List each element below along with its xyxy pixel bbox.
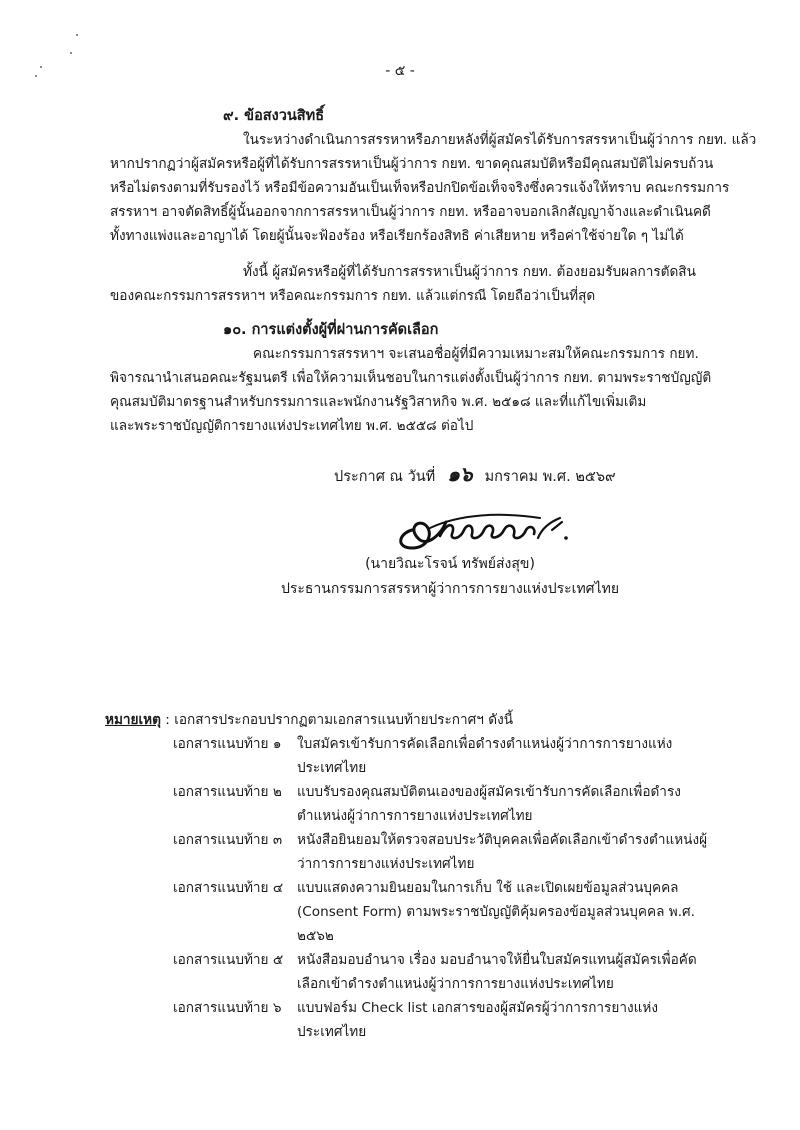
text-line: สรรหาฯ อาจตัดสิทธิ์ผู้นั้นออกจากการสรรหาเป็นผู้ว่าการ กยท. หรืออาจบอกเลิกสัญญาจ้างและดำเนินคดี	[110, 204, 711, 220]
section-9-paragraph-2	[110, 260, 710, 308]
text-line: พิจารณานำเสนอคณะรัฐมนตรี เพื่อให้ความเห็นชอบในการแต่งตั้งเป็นผู้ว่าการ กยท. ตามพระราชบัญญัติ	[110, 370, 712, 386]
text-line: หากปรากฏว่าผู้สมัครหรือผู้ที่ได้รับการสรรหาเป็นผู้ว่าการ กยท. ขาดคุณสมบัติหรือมีคุณสมบัติไม่ครบถ้วน	[110, 156, 714, 172]
scan-speck	[70, 52, 72, 54]
date-month-year: มกราคม พ.ศ. ๒๕๖๙	[484, 469, 616, 485]
announcement-date	[334, 458, 616, 490]
attachment-text: แบบรับรองคุณสมบัติตนเองของผู้สมัครเข้ารับการคัดเลือกเพื่อดำรงตำแหน่งผู้ว่าการการยางแห่งประเทศไทย	[297, 784, 681, 824]
section-10-paragraph	[110, 342, 710, 438]
text-line: ทั้งทางแพ่งและอาญาได้ โดยผู้นั้นจะฟ้องร้อง หรือเรียกร้องสิทธิ ค่าเสียหาย หรือค่าใช้จ่ายใด ๆ ไม่ได้	[110, 228, 684, 244]
signatory-name: (นายวิณะโรจน์ ทรัพย์ส่งสุข)	[365, 556, 535, 572]
attachment-text: หนังสือยินยอมให้ตรวจสอบประวัติบุคคลเพื่อคัดเลือกเข้าดำรงตำแหน่งผู้ว่าการการยางแห่งประเทศไทย	[297, 832, 708, 872]
attachment-label: เอกสารแนบท้าย ๕	[173, 952, 284, 968]
remarks-intro: : เอกสารประกอบปรากฏตามเอกสารแนบท้ายประกาศฯ ดังนี้	[160, 712, 514, 728]
attachment-label: เอกสารแนบท้าย ๓	[173, 832, 283, 848]
date-day: ๑๖	[447, 462, 473, 486]
attachment-item	[105, 948, 710, 996]
scan-speck	[76, 34, 78, 36]
page-number: - ๕ -	[385, 63, 415, 79]
text-line: คุณสมบัติมาตรฐานสำหรับกรรมการและพนักงานรัฐวิสาหกิจ พ.ศ. ๒๕๑๘ และที่แก้ไขเพิ่มเติม	[110, 394, 647, 410]
date-prefix: ประกาศ ณ วันที่	[334, 469, 436, 485]
remarks-label: หมายเหตุ	[105, 712, 161, 728]
attachment-label: เอกสารแนบท้าย ๖	[173, 1000, 282, 1016]
text-line: และพระราชบัญญัติการยางแห่งประเทศไทย พ.ศ. ๒๕๕๘ ต่อไป	[110, 418, 474, 434]
attachment-text: หนังสือมอบอำนาจ เรื่อง มอบอำนาจให้ยื่นใบสมัครแทนผู้สมัครเพื่อคัดเลือกเข้าดำรงตำแหน่งผู้ว่าการการยางแห่งประเทศไทย	[297, 952, 697, 992]
attachment-label: เอกสารแนบท้าย ๑	[173, 736, 282, 752]
handwritten-signature	[390, 500, 580, 556]
section-10-heading: ๑๐. การแต่งตั้งผู้ที่ผ่านการคัดเลือก	[223, 322, 439, 338]
attachment-item	[105, 828, 710, 876]
attachment-text: แบบแสดงความยินยอมในการเก็บ ใช้ และเปิดเผยข้อมูลส่วนบุคคล (Consent Form) ตามพระราชบัญญัติคุ้มครองข้อมูลส่วนบุคคล พ.ศ. ๒๕๖๒	[297, 880, 695, 944]
text-line: ในระหว่างดำเนินการสรรหาหรือภายหลังที่ผู้สมัครได้รับการสรรหาเป็นผู้ว่าการ กยท. แล้ว	[243, 132, 757, 148]
remarks-section	[105, 708, 710, 1044]
text-line: คณะกรรมการสรรหาฯ จะเสนอชื่อผู้ที่มีความเหมาะสมให้คณะกรรมการ กยท.	[253, 346, 699, 362]
text-line: หรือไม่ตรงตามที่รับรองไว้ หรือมีข้อความอันเป็นเท็จหรือปกปิดข้อเท็จจริงซึ่งควรแจ้งให้ทราบ คณะกรรมการ	[110, 180, 730, 196]
section-9-paragraph-1	[110, 128, 757, 248]
attachment-item	[105, 780, 710, 828]
attachment-label: เอกสารแนบท้าย ๒	[173, 784, 282, 800]
section-9-heading: ๙. ข้อสงวนสิทธิ์	[223, 108, 325, 124]
attachment-label: เอกสารแนบท้าย ๔	[173, 880, 284, 896]
attachment-item	[105, 876, 710, 948]
text-line: ของคณะกรรมการสรรหาฯ หรือคณะกรรมการ กยท. แล้วแต่กรณี โดยถือว่าเป็นที่สุด	[110, 288, 596, 304]
attachment-item	[105, 996, 710, 1044]
attachment-item	[105, 732, 710, 780]
signatory-position: ประธานกรรมการสรรหาผู้ว่าการการยางแห่งประเทศไทย	[280, 581, 620, 597]
remarks-header	[105, 708, 710, 732]
text-line: ทั้งนี้ ผู้สมัครหรือผู้ที่ได้รับการสรรหาเป็นผู้ว่าการ กยท. ต้องยอมรับผลการตัดสิน	[243, 264, 696, 280]
attachment-text: แบบฟอร์ม Check list เอกสารของผู้สมัครผู้ว่าการการยางแห่งประเทศไทย	[297, 1000, 658, 1040]
attachment-text: ใบสมัครเข้ารับการคัดเลือกเพื่อดำรงตำแหน่งผู้ว่าการการยางแห่งประเทศไทย	[297, 736, 673, 776]
